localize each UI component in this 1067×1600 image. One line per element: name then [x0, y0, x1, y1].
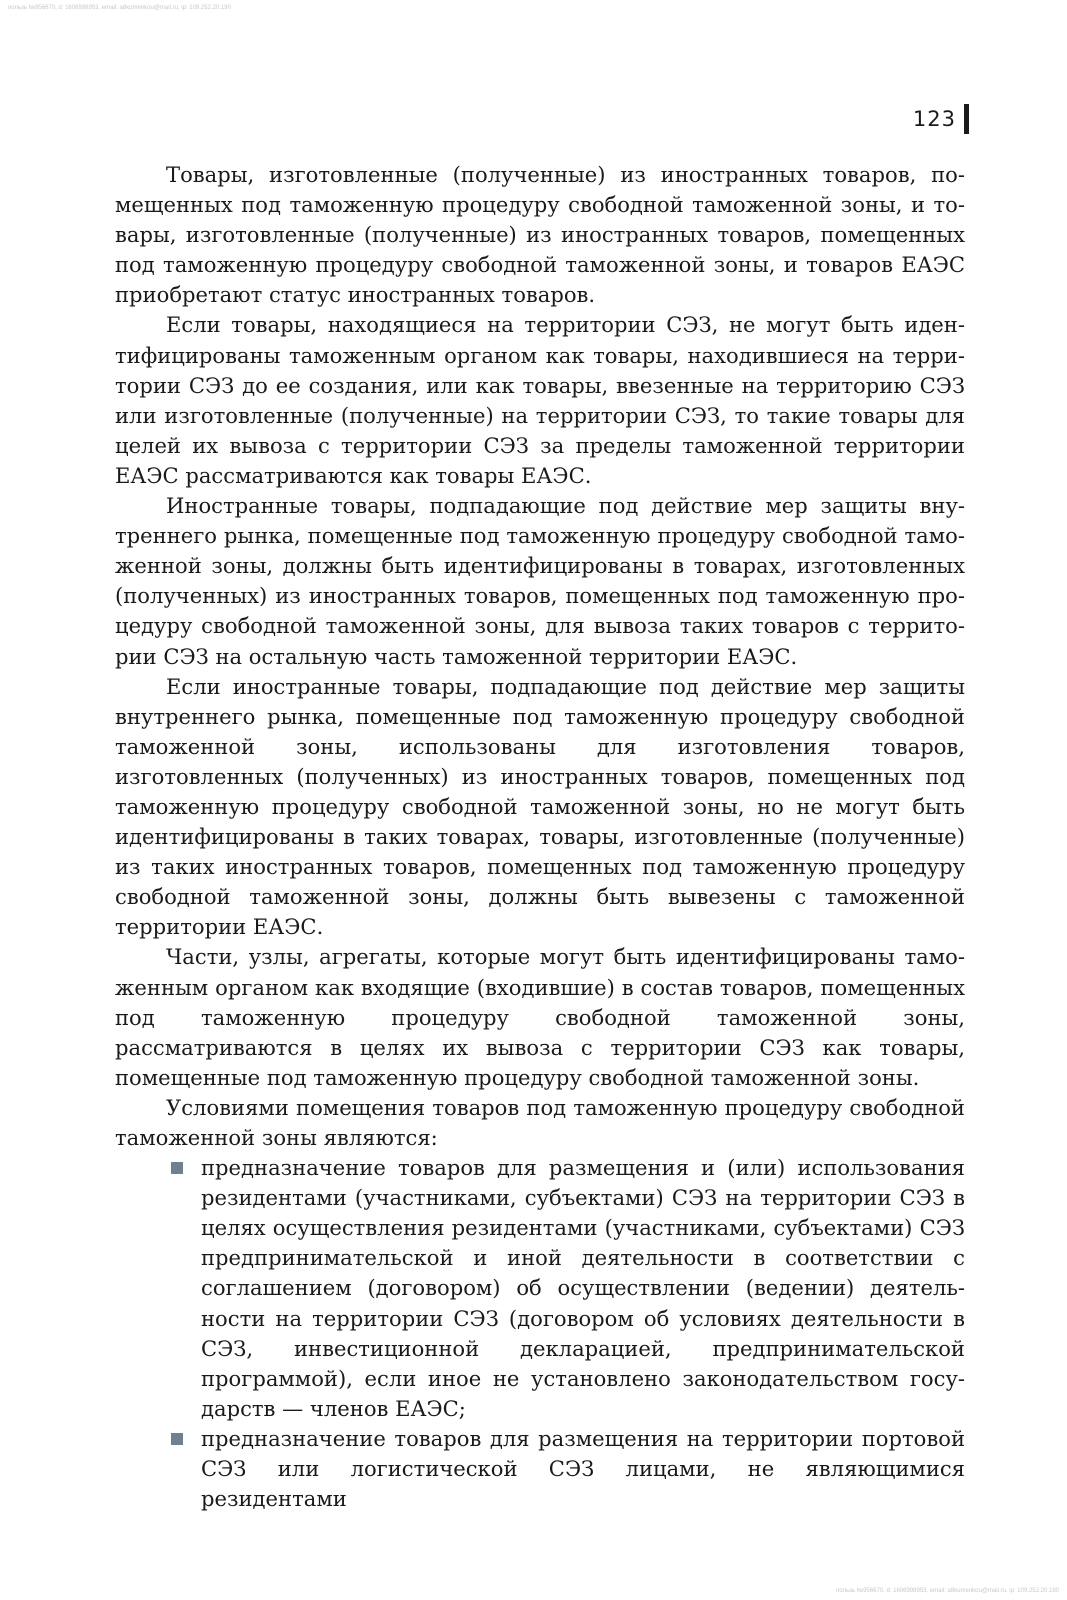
paragraph: Иностранные товары, подпадающие под действие мер защиты внутреннего рынка, помещенные под таможенную процедуру свободной таможенной зоны, должны быть идентифицированы в товарах, изготовленных (полученных) из иностранных товаров, помещенных под таможенную процедуру свободной таможенной зоны, для вывоза таких товаров с территории СЭЗ на остальную часть таможенной территории ЕАЭС.: [115, 493, 965, 669]
page-header: [913, 104, 969, 134]
paragraph: Условиями помещения товаров под таможенную процедуру свободной таможенной зоны являются:: [115, 1094, 965, 1150]
square-bullet-icon: [171, 1433, 183, 1445]
watermark-bottom: пользь №956670, d: 1606998953, email: a8kumenkou@mail.ru, ip: 109.252.20.190: [836, 1588, 1059, 1594]
list-item-text: предназначение товаров для размещения на территории портовой СЭЗ или логистической СЭЗ лицами, не являющимися резидентами: [201, 1425, 965, 1512]
body-text: [115, 160, 965, 1514]
list-item: [115, 1424, 965, 1514]
paragraph: Если иностранные товары, подпадающие под действие мер защиты внутреннего рынка, помещенные под таможенную процедуру свободной таможенной зоны, использованы для изготовления товаров, изготовленных (полученных) из иностранных товаров, помещенных под таможенную процедуру свободной таможенной зоны, но не могут быть идентифицированы в таких товарах, товары, изготовленные (полученные) из таких иностранных товаров, помещенных под таможенную процедуру свободной таможенной зоны, должны быть вывезены с таможенной территории ЕАЭС.: [115, 673, 965, 940]
square-bullet-icon: [171, 1162, 183, 1174]
watermark-top: пользь №956670, d: 1606998953, email: a8kumenkou@mail.ru, ip: 109.252.20.190: [8, 5, 231, 11]
list-item-text: предназначение товаров для размещения и (или) использования резидентами (участниками, субъектами) СЭЗ на территории СЭЗ в целях осуществления резидентами (участниками, субъектами) СЭЗ предпринимательской и иной деятельности в соответствии с соглашением (договором) об осуществлении (ведении) деятельности на территории СЭЗ (договором об условиях деятельности в СЭЗ, инвестиционной декларацией, предпринимательской программой), если иное не установлено законодательством государств — членов ЕАЭС;: [201, 1155, 965, 1421]
conditions-list: [115, 1153, 965, 1514]
page-number-bar: [964, 104, 969, 134]
page-number: 123: [912, 107, 956, 131]
paragraph: Если товары, находящиеся на территории СЭЗ, не могут быть идентифицированы таможенным органом как товары, находившиеся на территории СЭЗ до ее создания, или как товары, ввезенные на территорию СЭЗ или изготовленные (полученные) на территории СЭЗ, то такие товары для целей их вывоза с территории СЭЗ за пределы таможенной территории ЕАЭС рассматриваются как товары ЕАЭС.: [115, 312, 965, 488]
paragraph: Части, узлы, агрегаты, которые могут быть идентифицированы таможенным органом как входящие (входившие) в состав товаров, помещенных под таможенную процедуру свободной таможенной зоны, рассматриваются в целях их вывоза с территории СЭЗ как товары, помещенные под таможенную процедуру свободной таможенной зоны.: [115, 944, 965, 1090]
paragraph: Товары, изготовленные (полученные) из иностранных товаров, помещенных под таможенную процедуру свободной таможенной зоны, и товары, изготовленные (полученные) из иностранных товаров, помещенных под таможенную процедуру свободной таможенной зоны, и товаров ЕАЭС приобретают статус иностранных товаров.: [115, 162, 965, 308]
list-item: [115, 1153, 965, 1424]
